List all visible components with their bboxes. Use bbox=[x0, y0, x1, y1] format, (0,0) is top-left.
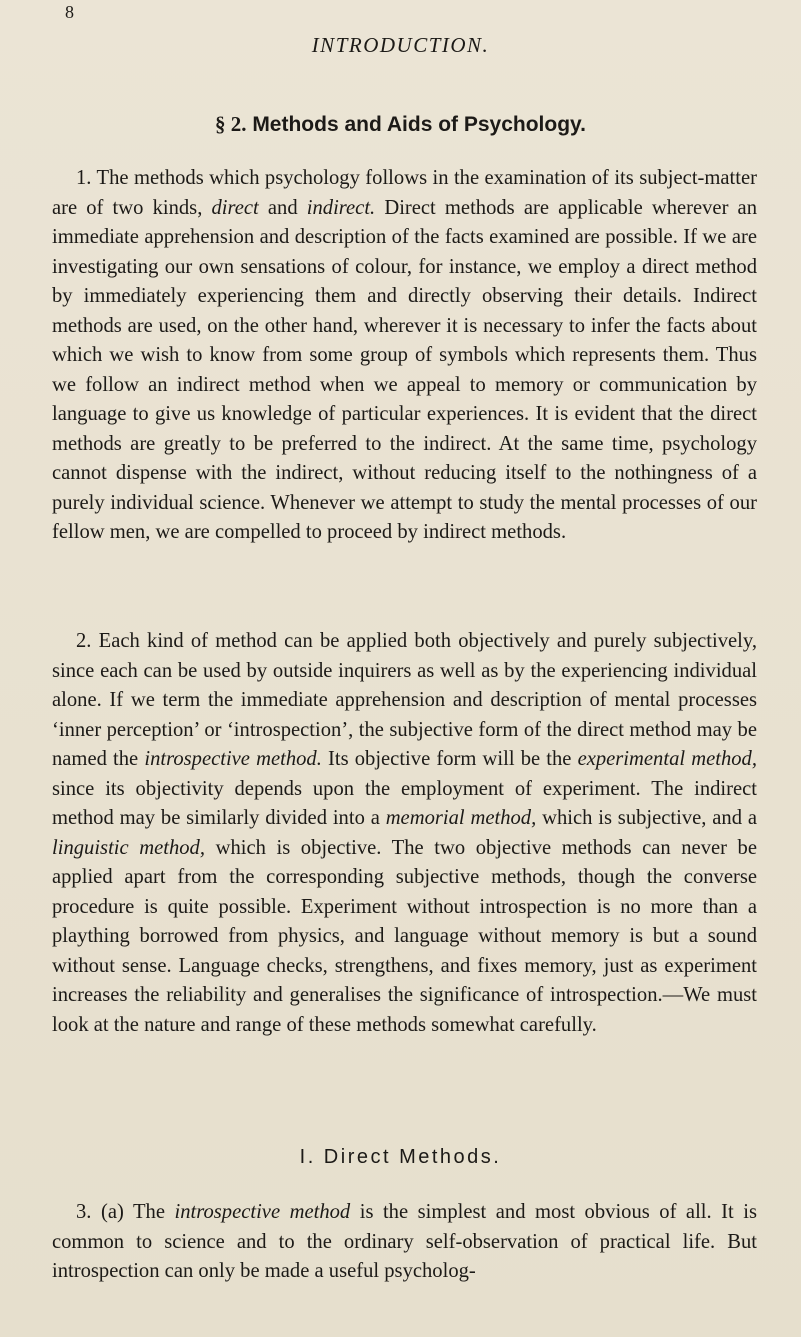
paragraph-2-emphasis-memorial: memorial method, bbox=[385, 807, 537, 829]
running-head: INTRODUCTION. bbox=[311, 33, 490, 57]
paragraph-2-emphasis-introspective: introspective method. bbox=[144, 748, 322, 770]
paragraph-3-label: (a) bbox=[100, 1201, 124, 1223]
paragraph-3-emphasis-introspective: introspective method bbox=[174, 1201, 351, 1223]
paragraph-1-emphasis-direct: direct bbox=[211, 196, 259, 219]
paragraph-3-number: 3. bbox=[76, 1201, 92, 1223]
paragraph-1-number: 1. bbox=[76, 167, 92, 189]
paragraph-1-emphasis-indirect: indirect. bbox=[306, 196, 376, 219]
paragraph-1 bbox=[52, 164, 757, 548]
paragraph-3-text-1: The bbox=[123, 1201, 175, 1223]
paragraph-2-text-5: which is objective. The two objective methods can never be applied apart from the corresponding subjective methods, though the converse procedure is quite possible. Experiment without introspection is no more than a plaything borrowed from physics, and language without memory is but a sound without sense. Language checks, strengthens, and fixes memory, just as experiment increases the reliability and generalises the significance of introspection.—We must look at the nature and range of these methods somewhat carefully. bbox=[52, 836, 757, 1036]
paragraph-2-emphasis-linguistic: linguistic method, bbox=[52, 836, 206, 859]
paragraph-2 bbox=[52, 627, 757, 1040]
paragraph-1-text-3: Direct methods are applicable wherever an immediate apprehension and description of the facts examined are possible. If we are investigating our own sensations of colour, for instance, we employ a direct method by immediately experiencing them and directly observing their details. Indirect methods are used, on the other hand, wherever it is necessary to infer the facts about which we wish to know from some group of symbols which represents them. Thus we follow an indirect method when we appeal to memory or communication by language to give us knowledge of particular experiences. It is evident that the direct methods are greatly to be preferred to the indirect. At the same time, psychology cannot dispense with the indirect, without reducing itself to the nothingness of a purely individual science. Whenever we attempt to study the mental processes of our fellow men, we are compelled to proceed by indirect methods. bbox=[52, 196, 757, 543]
paragraph-2-number: 2. bbox=[76, 630, 92, 652]
section-title-text: Methods and Aids of Psychology. bbox=[252, 113, 587, 136]
page-number: 8 bbox=[65, 2, 74, 22]
paragraph-2-text-3: since its objectivity depends upon the employment of experiment. The indirect method may be similarly divided into a bbox=[52, 777, 757, 829]
sub-heading-direct-methods: I. Direct Methods. bbox=[299, 1146, 502, 1168]
paragraph-2-text-4: which is subjective, and a bbox=[536, 807, 757, 829]
paragraph-2-emphasis-experimental: experimental method, bbox=[577, 748, 757, 770]
paragraph-1-text-1: The methods which psychology follows in the examination of its subject-matter are of two kinds, bbox=[52, 167, 757, 219]
paragraph-2-text-1: Each kind of method can be applied both objectively and purely subjectively, since each can be used by outside inquirers as well as by the experiencing individual alone. If we term the immediate apprehension and description of mental processes ‘inner perception’ or ‘introspection’, the subjective form of the direct method may be named the bbox=[52, 630, 757, 770]
section-number: § 2. bbox=[214, 112, 247, 136]
paragraph-3 bbox=[52, 1198, 757, 1287]
section-title bbox=[0, 110, 801, 139]
paragraph-3-text-2: is the simplest and most obvious of all. It is common to science and to the ordinary self-observation of practical life. But introspection can only be made a useful psycholog- bbox=[52, 1201, 757, 1282]
paragraph-1-text-2: and bbox=[258, 196, 307, 219]
paragraph-2-text-2: Its objective form will be the bbox=[321, 748, 578, 770]
